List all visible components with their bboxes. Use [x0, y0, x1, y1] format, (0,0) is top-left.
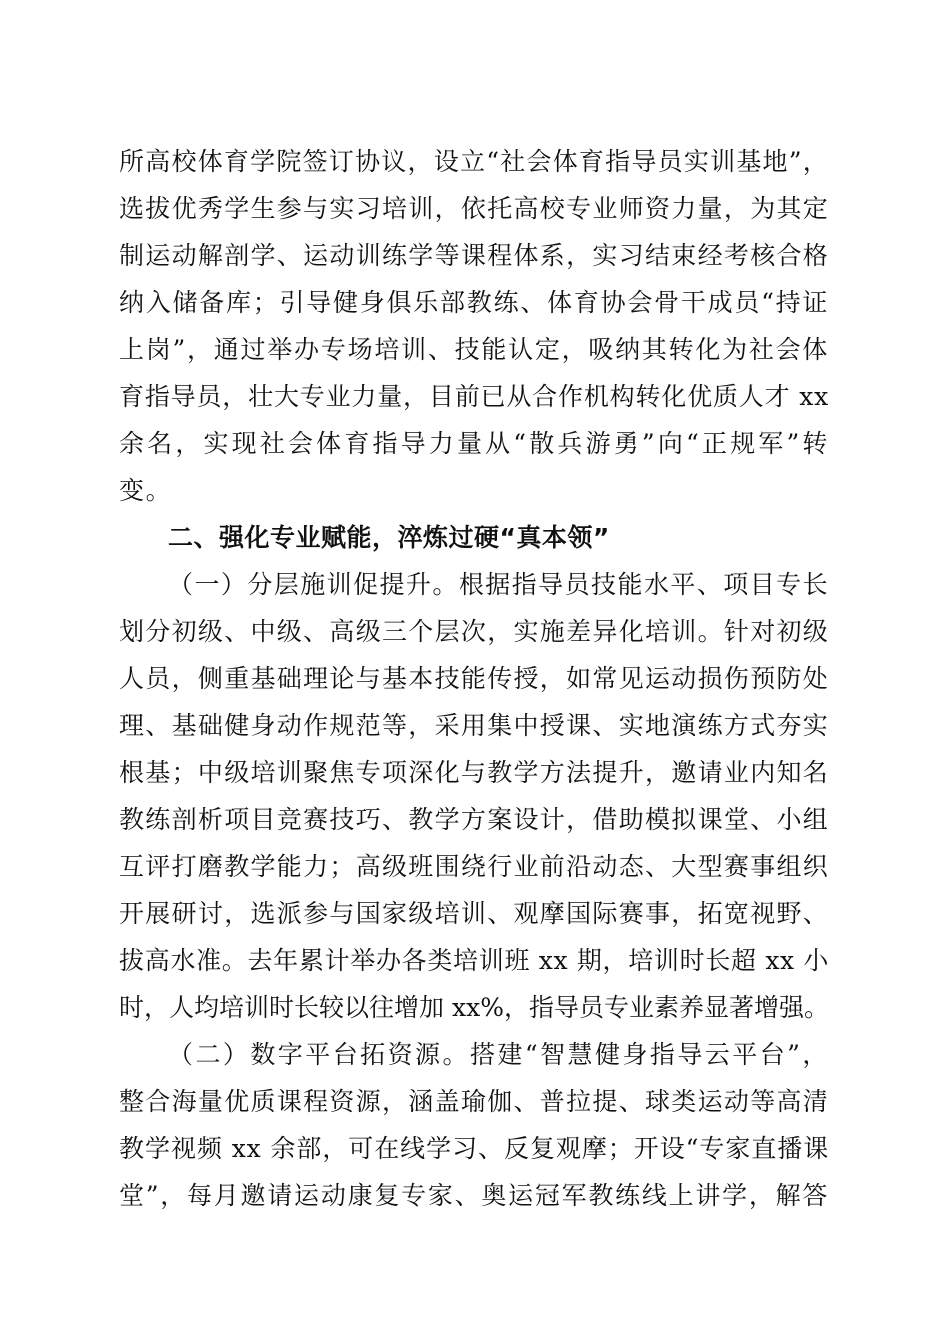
paragraph-line: 整合海量优质课程资源，涵盖瑜伽、普拉提、球类运动等高清 [119, 1087, 829, 1116]
paragraph-line: 制运动解剖学、运动训练学等课程体系，实习结束经考核合格 [119, 241, 829, 270]
paragraph-line: 育指导员，壮大专业力量，目前已从合作机构转化优质人才 xx [119, 382, 829, 411]
section-heading: 二、强化专业赋能，淬炼过硬“真本领” [168, 523, 610, 552]
paragraph-line: 开展研讨，选派参与国家级培训、观摩国际赛事，拓宽视野、 [119, 899, 829, 928]
paragraph-line: 互评打磨教学能力；高级班围绕行业前沿动态、大型赛事组织 [119, 852, 829, 881]
paragraph-line: 选拔优秀学生参与实习培训，依托高校专业师资力量，为其定 [119, 194, 829, 223]
paragraph-line: 余名，实现社会体育指导力量从“散兵游勇”向“正规军”转 [119, 429, 829, 458]
paragraph-line: （二）数字平台拓资源。搭建“智慧健身指导云平台”， [168, 1040, 829, 1069]
paragraph-line: 教练剖析项目竞赛技巧、教学方案设计，借助模拟课堂、小组 [119, 805, 829, 834]
paragraph-line: 所高校体育学院签订协议，设立“社会体育指导员实训基地”， [119, 147, 829, 176]
paragraph-line: 理、基础健身动作规范等，采用集中授课、实地演练方式夯实 [119, 711, 829, 740]
paragraph-line: 人员，侧重基础理论与基本技能传授，如常见运动损伤预防处 [119, 664, 829, 693]
paragraph-line: 划分初级、中级、高级三个层次，实施差异化培训。针对初级 [119, 617, 829, 646]
paragraph-line: 纳入储备库；引导健身俱乐部教练、体育协会骨干成员“持证 [119, 288, 829, 317]
paragraph-line: 上岗”，通过举办专场培训、技能认定，吸纳其转化为社会体 [119, 335, 829, 364]
paragraph-line: （一）分层施训促提升。根据指导员技能水平、项目专长 [168, 570, 829, 599]
paragraph-line: 变。 [119, 476, 173, 505]
paragraph-line: 拔高水准。去年累计举办各类培训班 xx 期，培训时长超 xx 小 [119, 946, 829, 975]
paragraph-line: 教学视频 xx 余部，可在线学习、反复观摩；开设“专家直播课 [119, 1134, 829, 1163]
paragraph-line: 根基；中级培训聚焦专项深化与教学方法提升，邀请业内知名 [119, 758, 829, 787]
paragraph-line: 堂”，每月邀请运动康复专家、奥运冠军教练线上讲学，解答 [119, 1181, 829, 1210]
paragraph-line: 时，人均培训时长较以往增加 xx%，指导员专业素养显著增强。 [119, 993, 829, 1022]
